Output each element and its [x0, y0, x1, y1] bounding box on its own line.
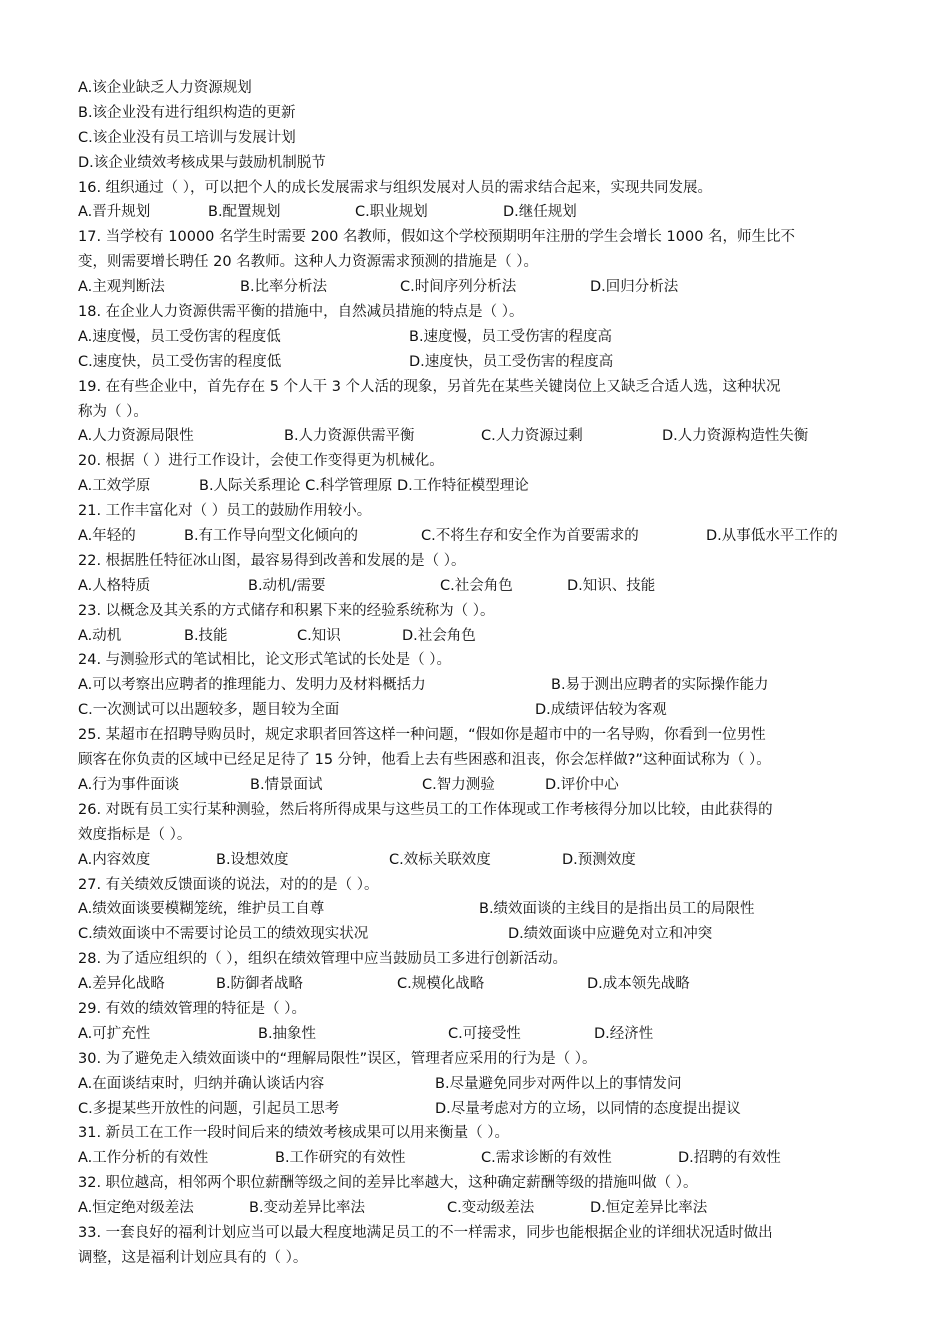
answer-option: D.该企业绩效考核成果与鼓励机制脱节	[78, 154, 326, 171]
question-text: 效度指标是（ ）。	[78, 826, 192, 843]
answer-option: D.恒定差异比率法	[590, 1200, 708, 1217]
options-line	[78, 1146, 886, 1171]
question-text: 30. 为了避免走入绩效面谈中的“理解局限性”误区，管理者应采用的行为是（ ）。	[78, 1050, 597, 1067]
answer-option: C.智力测验	[422, 776, 495, 793]
question-line	[78, 225, 886, 250]
options-line	[78, 574, 886, 599]
question-line	[78, 748, 886, 773]
answer-option: B.易于测出应聘者的实际操作能力	[551, 677, 769, 694]
question-text: 20. 根据（ ）进行工作设计，会使工作变得更为机械化。	[78, 453, 444, 470]
question-text: 27. 有关绩效反馈面谈的说法，对的的是（ ）。	[78, 876, 379, 893]
answer-option: C.时间序列分析法	[400, 279, 517, 296]
options-line	[78, 698, 886, 723]
answer-option: B.情景面试	[250, 776, 323, 793]
question-text: 29. 有效的绩效管理的特征是（ ）。	[78, 1000, 307, 1017]
question-line	[78, 1121, 886, 1146]
options-line	[78, 350, 886, 375]
question-line	[78, 723, 886, 748]
options-line	[78, 1097, 886, 1122]
question-line	[78, 499, 886, 524]
answer-option: A.人力资源局限性	[78, 428, 194, 445]
options-line	[78, 624, 886, 649]
answer-option: A.差异化战略	[78, 976, 165, 993]
answer-option: D.评价中心	[545, 776, 619, 793]
answer-option: A.人格特质	[78, 577, 151, 594]
question-line	[78, 1171, 886, 1196]
question-line	[78, 599, 886, 624]
question-line	[78, 250, 886, 275]
answer-option: A.晋升规划	[78, 204, 151, 221]
answer-option: D.成本领先战略	[587, 976, 690, 993]
answer-option: D.人力资源构造性失衡	[662, 428, 809, 445]
answer-option: D.知识、技能	[567, 577, 656, 594]
question-line	[78, 1221, 886, 1246]
answer-option: C.该企业没有员工培训与发展计划	[78, 129, 296, 146]
answer-option: B.技能	[184, 627, 228, 644]
answer-option: A.绩效面谈要模糊笼统，维护员工自尊	[78, 901, 325, 918]
answer-option: B.配置规划	[208, 204, 281, 221]
question-text: 调整，这是福利计划应具有的（ ）。	[78, 1249, 308, 1266]
question-line	[78, 176, 886, 201]
answer-option: D.绩效面谈中应避免对立和冲突	[508, 926, 713, 943]
answer-option: C.效标关联效度	[389, 851, 491, 868]
options-line	[78, 1196, 886, 1221]
answer-option: A.可扩充性	[78, 1025, 151, 1042]
answer-option: B.抽象性	[258, 1025, 317, 1042]
answer-option: C.绩效面谈中不需要讨论员工的绩效现实状况	[78, 926, 369, 943]
answer-option: C.知识	[297, 627, 341, 644]
question-line	[78, 1246, 886, 1271]
answer-option: C.社会角色	[440, 577, 513, 594]
question-text: 23. 以概念及其关系的方式储存和积累下来的经验系统称为（ ）。	[78, 602, 495, 619]
question-line	[78, 549, 886, 574]
answer-option: D.速度快，员工受伤害的程度高	[409, 353, 614, 370]
options-line	[78, 275, 886, 300]
answer-option: A.速度慢，员工受伤害的程度低	[78, 328, 281, 345]
answer-option: C.可接受性	[448, 1025, 521, 1042]
question-line	[78, 300, 886, 325]
question-text: 26. 对既有员工实行某种测验，然后将所得成果与这些员工的工作体现或工作考核得分加以比较，由此获得的	[78, 801, 773, 818]
answer-option: A.该企业缺乏人力资源规划	[78, 80, 252, 96]
options-line	[78, 325, 886, 350]
options-line	[78, 897, 886, 922]
document-page	[78, 76, 886, 1271]
question-text: 顾客在你负责的区域中已经足足待了 15 分钟，他看上去有些困惑和沮丧，你会怎样做?”这种面试称为（ ）。	[78, 752, 771, 769]
answer-option: C.不将生存和安全作为首要需求的	[421, 528, 639, 545]
options-line	[78, 101, 886, 126]
options-line	[78, 1022, 886, 1047]
answer-option: C.需求诊断的有效性	[481, 1150, 612, 1167]
answer-option: C.人力资源过剩	[481, 428, 583, 445]
answer-option: D.成绩评估较为客观	[535, 702, 667, 719]
answer-option: B.人力资源供需平衡	[284, 428, 415, 445]
options-line	[78, 773, 886, 798]
answer-option: C.变动级差法	[447, 1200, 535, 1217]
answer-option: D.预测效度	[562, 851, 636, 868]
answer-option: B.工作研究的有效性	[275, 1150, 406, 1167]
answer-option: B.设想效度	[216, 851, 289, 868]
question-text: 32. 职位越高，相邻两个职位薪酬等级之间的差异比率越大，这种确定薪酬等级的措施叫做（ ）。	[78, 1175, 698, 1192]
answer-option: B.速度慢，员工受伤害的程度高	[409, 328, 613, 345]
answer-option: A.年轻的	[78, 528, 136, 545]
options-line	[78, 126, 886, 151]
answer-option: A.恒定绝对级差法	[78, 1200, 194, 1217]
options-line	[78, 673, 886, 698]
options-line	[78, 474, 886, 499]
question-text: 25. 某超市在招聘导购员时，规定求职者回答这样一种问题，“假如你是超市中的一名导购，你看到一位男性	[78, 727, 766, 744]
question-line	[78, 1047, 886, 1072]
options-line	[78, 848, 886, 873]
answer-option: B.动机/需要	[248, 577, 326, 594]
question-text: 22. 根据胜任特征冰山图，最容易得到改善和发展的是（ ）。	[78, 552, 466, 569]
options-line	[78, 151, 886, 176]
answer-option: A.内容效度	[78, 851, 151, 868]
answer-option: B.人际关系理论 C.科学管理原 D.工作特征模型理论	[199, 478, 529, 495]
answer-option: C.职业规划	[355, 204, 428, 221]
answer-option: B.绩效面谈的主线目的是指出员工的局限性	[479, 901, 755, 918]
answer-option: C.规模化战略	[397, 976, 485, 993]
answer-option: A.行为事件面谈	[78, 776, 180, 793]
question-text: 21. 工作丰富化对（ ）员工的鼓励作用较小。	[78, 503, 372, 520]
options-line	[78, 972, 886, 997]
question-text: 33. 一套良好的福利计划应当可以最大程度地满足员工的不一样需求，同步也能根据企业的详细状况适时做出	[78, 1224, 773, 1241]
question-text: 18. 在企业人力资源供需平衡的措施中，自然减员措施的特点是（ ）。	[78, 304, 524, 321]
answer-option: D.继任规划	[503, 204, 577, 221]
answer-option: D.尽量考虑对方的立场，以同情的态度提出提议	[435, 1100, 741, 1117]
answer-option: D.经济性	[594, 1025, 654, 1042]
question-line	[78, 375, 886, 400]
answer-option: D.招聘的有效性	[678, 1150, 781, 1167]
options-line	[78, 76, 886, 101]
options-line	[78, 200, 886, 225]
answer-option: A.工作分析的有效性	[78, 1150, 209, 1167]
answer-option: A.可以考察出应聘者的推理能力、发明力及材料概括力	[78, 677, 426, 694]
answer-option: B.该企业没有进行组织构造的更新	[78, 104, 296, 121]
answer-option: B.比率分析法	[240, 279, 328, 296]
answer-option: A.在面谈结束时，归纳并确认谈话内容	[78, 1075, 325, 1092]
answer-option: B.尽量避免同步对两件以上的事情发问	[435, 1075, 682, 1092]
options-line	[78, 424, 886, 449]
answer-option: A.工效学原	[78, 478, 151, 495]
question-text: 称为（ ）。	[78, 403, 148, 420]
answer-option: B.变动差异比率法	[249, 1200, 366, 1217]
answer-option: C.一次测试可以出题较多，题目较为全面	[78, 702, 340, 719]
question-text: 28. 为了适应组织的（ ），组织在绩效管理中应当鼓励员工多进行创新活动。	[78, 951, 568, 968]
question-text: 17. 当学校有 10000 名学生时需要 200 名教师，假如这个学校预期明年注册的学生会增长 1000 名，师生比不	[78, 229, 796, 246]
answer-option: A.主观判断法	[78, 279, 165, 296]
answer-option: D.从事低水平工作的	[706, 528, 838, 545]
answer-option: C.多提某些开放性的问题，引起员工思考	[78, 1100, 340, 1117]
question-line	[78, 400, 886, 425]
options-line	[78, 524, 886, 549]
question-text: 变，则需要增长聘任 20 名教师。这种人力资源需求预测的措施是（ ）。	[78, 254, 539, 271]
question-line	[78, 648, 886, 673]
answer-option: A.动机	[78, 627, 122, 644]
question-text: 31. 新员工在工作一段时间后来的绩效考核成果可以用来衡量（ ）。	[78, 1125, 510, 1142]
question-line	[78, 947, 886, 972]
answer-option: B.有工作导向型文化倾向的	[184, 528, 359, 545]
options-line	[78, 922, 886, 947]
question-line	[78, 798, 886, 823]
options-line	[78, 1072, 886, 1097]
question-line	[78, 449, 886, 474]
question-line	[78, 997, 886, 1022]
answer-option: D.回归分析法	[590, 279, 679, 296]
question-text: 16. 组织通过（ ），可以把个人的成长发展需求与组织发展对人员的需求结合起来，实现共同发展。	[78, 179, 713, 196]
question-line	[78, 823, 886, 848]
question-line	[78, 873, 886, 898]
answer-option: D.社会角色	[402, 627, 476, 644]
question-text: 19. 在有些企业中，首先存在 5 个人干 3 个人活的现象，另首先在某些关键岗位上又缺乏合适人选，这种状况	[78, 378, 781, 395]
answer-option: C.速度快，员工受伤害的程度低	[78, 353, 282, 370]
question-text: 24. 与测验形式的笔试相比，论文形式笔试的长处是（ ）。	[78, 652, 452, 669]
answer-option: B.防御者战略	[216, 976, 304, 993]
